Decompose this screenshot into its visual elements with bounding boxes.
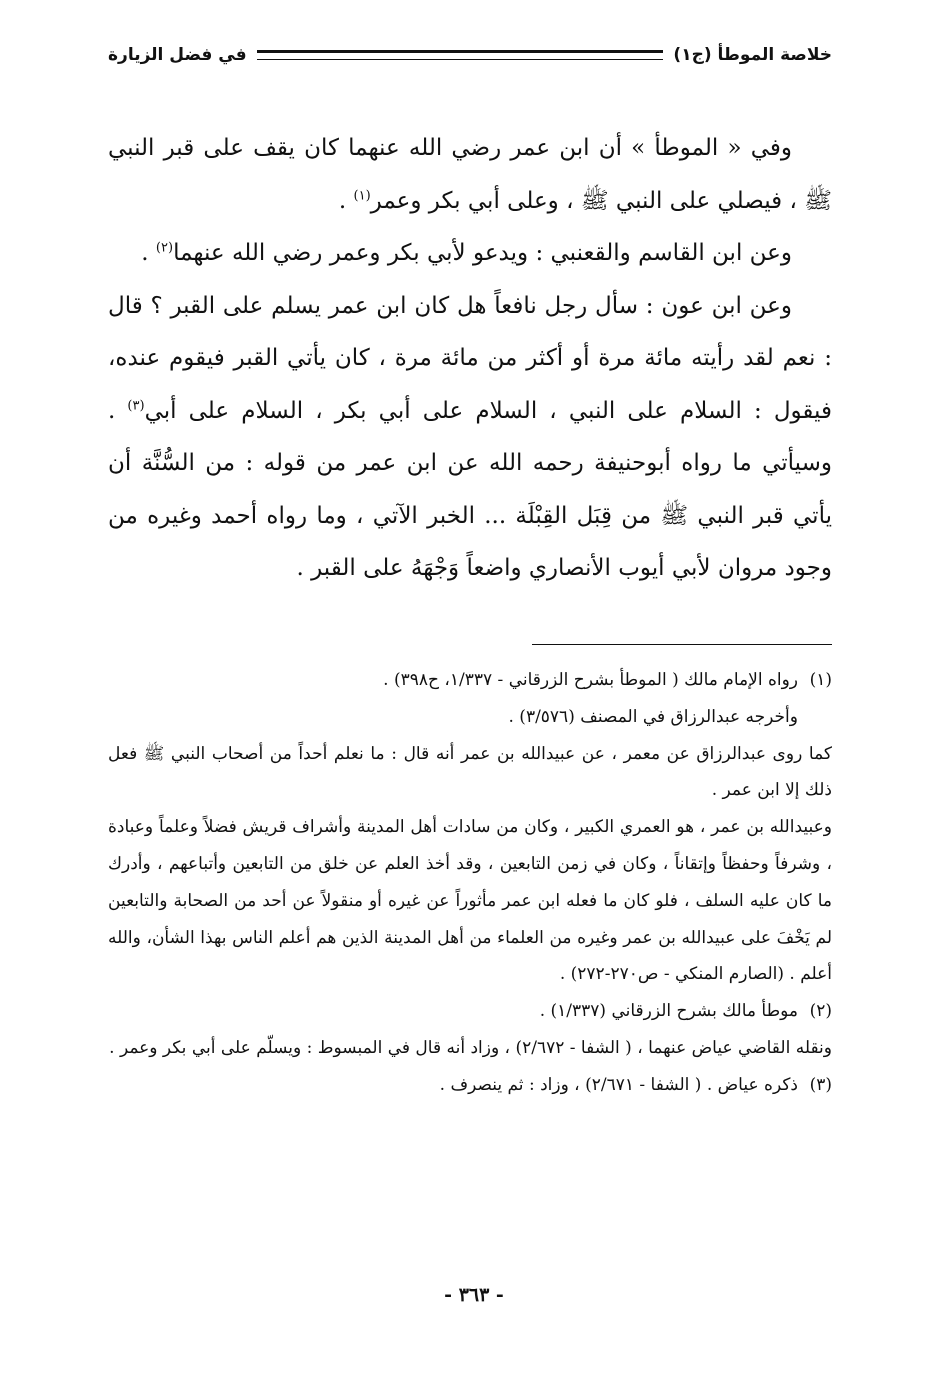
footnote-1 (108, 662, 832, 699)
footnote-2 (108, 993, 832, 1030)
footnote-1-line-4: وعبيدالله بن عمر ، هو العمري الكبير ، وكان من سادات أهل المدينة وأشراف قريش فضلاً وعلماً وعبادة ، وشرفاً وحفظاً وإتقاناً ، وكان في زمن التابعين ، وقد أخذ العلم عن خلق من التابعين وأتباعهم ، وأدرك ما كان عليه السلف ، فلو كان ما فعله ابن عمر مأثوراً عن غيره أو منقولاً عن أحد من الصحابة والتابعين لم يَخْفَ على عبيدالله بن عمر وغيره من العلماء من أهل المدينة الذين هم أعلم الناس بهذا الشأن، والله أعلم . (الصارم المنكي - ص٢٧٠-٢٧٢) . (108, 817, 833, 985)
header-rule (257, 50, 664, 60)
footnote-ref-3: (٣) (127, 397, 145, 413)
footnote-1-line-3: كما روى عبدالرزاق عن معمر ، عن عبيدالله بن عمر أنه قال : ما نعلم أحداً من أصحاب النبي ﷺ فعل ذلك إلا ابن عمر . (108, 743, 832, 801)
footnote-1-number: (١) (809, 670, 832, 690)
footnotes (108, 662, 832, 1104)
footnote-1-line-1: رواه الإمام مالك ( الموطأ بشرح الزرقاني - ١/٣٣٧، ح٣٩٨) . (383, 670, 798, 690)
header-book-title: خلاصة الموطأ (ج١) (673, 45, 832, 65)
header-chapter-title: في فضل الزيارة (108, 45, 247, 65)
footnote-3 (108, 1067, 832, 1104)
paragraph-1-text: وفي « الموطأ » أن ابن عمر رضي الله عنهما كان يقف على قبر النبي ﷺ ، فيصلي على النبي ﷺ ، وعلى أبي بكر وعمر (108, 135, 832, 214)
footnote-ref-2: (٢) (155, 240, 174, 256)
paragraph-2-text: وعن ابن القاسم والقعنبي : ويدعو لأبي بكر وعمر رضي الله عنهما (173, 240, 792, 266)
footnote-2-number: (٢) (809, 1001, 832, 1022)
footnote-1-line-2: وأخرجه عبدالرزاق في المصنف (٣/٥٧٦) . (508, 706, 798, 727)
page-number: - ٣٦٣ - (444, 1284, 504, 1306)
paragraph-2 (108, 227, 832, 280)
footnote-separator (532, 644, 832, 645)
footnote-2-line-2: ونقله القاضي عياض عنهما ، ( الشفا - ٢/٦٧٢) ، وزاد أنه قال في المبسوط : ويسلّم على أبي بكر وعمر . (109, 1037, 832, 1058)
footnote-ref-1: (١) (353, 187, 371, 203)
footnote-2-line-1: موطأ مالك بشرح الزرقاني (١/٣٣٧) . (539, 1001, 798, 1022)
paragraph-2-end: . (141, 240, 156, 266)
paragraph-3-text: وعن ابن عون : سأل رجل نافعاً هل كان ابن عمر يسلم على القبر ؟ قال : نعم لقد رأيته مائة مرة أو أكثر من مائة مرة ، كان يأتي القبر فيقوم عنده، فيقول : السلام على النبي ، السلام على أبي بكر ، السلام على أبي (108, 292, 832, 424)
paragraph-1 (108, 122, 832, 227)
footnote-3-number: (٣) (809, 1074, 832, 1095)
paragraph-1-end: . (338, 187, 354, 214)
main-text (108, 122, 832, 595)
running-header (108, 40, 832, 70)
paragraph-3 (108, 280, 832, 595)
paragraph-3-end: . وسيأتي ما رواه أبوحنيفة رحمه الله عن ابن عمر من قوله : من السُّنَّة أن يأتي قبر النبي ﷺ من قِبَل القِبْلَة ... الخبر الآتي ، وما رواه أحمد وغيره من وجود مروان لأبي أيوب الأنصاري واضعاً وَجْهَهُ على القبر . (108, 397, 832, 581)
footnote-3-line-1: ذكره عياض . ( الشفا - ٢/٦٧١) ، وزاد : ثم ينصرف . (439, 1074, 798, 1095)
